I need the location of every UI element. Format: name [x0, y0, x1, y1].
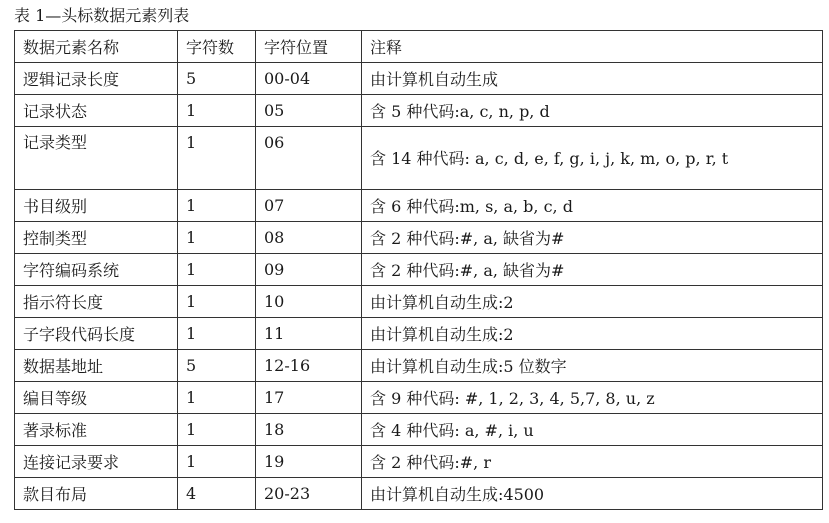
notes-cell: 含 6 种代码:m, s, a, b, c, d: [362, 190, 823, 222]
notes-cell: 由计算机自动生成: [362, 63, 823, 95]
char-position-cell: 17: [256, 382, 362, 414]
notes-cell: 含 4 种代码: a, #, i, u: [362, 414, 823, 446]
leader-elements-table: [14, 30, 823, 510]
char-position-cell: 00-04: [256, 63, 362, 95]
element-name-cell: 著录标准: [15, 414, 178, 446]
notes-cell: 由计算机自动生成:2: [362, 286, 823, 318]
element-name-cell: 连接记录要求: [15, 446, 178, 478]
element-name-cell: 款目布局: [15, 478, 178, 510]
notes-cell: 含 2 种代码:#, a, 缺省为#: [362, 222, 823, 254]
table-row: [15, 95, 823, 127]
element-name-cell: 子字段代码长度: [15, 318, 178, 350]
table-caption: 表 1—头标数据元素列表: [14, 6, 190, 25]
table-row: [15, 127, 823, 190]
char-count-cell: 5: [178, 350, 256, 382]
element-name-cell: 编目等级: [15, 382, 178, 414]
element-name-cell: 指示符长度: [15, 286, 178, 318]
char-position-cell: 12-16: [256, 350, 362, 382]
notes-cell: 含 2 种代码:#, a, 缺省为#: [362, 254, 823, 286]
char-position-cell: 20-23: [256, 478, 362, 510]
table-row: [15, 446, 823, 478]
table-row: [15, 350, 823, 382]
char-position-cell: 08: [256, 222, 362, 254]
notes-cell: 由计算机自动生成:5 位数字: [362, 350, 823, 382]
element-name-cell: 字符编码系统: [15, 254, 178, 286]
char-position-cell: 06: [256, 127, 362, 190]
table-row: [15, 478, 823, 510]
header-notes: 注释: [362, 31, 823, 63]
element-name-cell: 控制类型: [15, 222, 178, 254]
notes-cell: 由计算机自动生成:4500: [362, 478, 823, 510]
table-row: [15, 222, 823, 254]
char-count-cell: 5: [178, 63, 256, 95]
char-position-cell: 19: [256, 446, 362, 478]
notes-cell: 含 2 种代码:#, r: [362, 446, 823, 478]
char-count-cell: 1: [178, 127, 256, 190]
header-char-count: 字符数: [178, 31, 256, 63]
table-row: [15, 254, 823, 286]
char-position-cell: 11: [256, 318, 362, 350]
notes-cell: 含 5 种代码:a, c, n, p, d: [362, 95, 823, 127]
notes-cell: 由计算机自动生成:2: [362, 318, 823, 350]
table-row: [15, 318, 823, 350]
element-name-cell: 书目级别: [15, 190, 178, 222]
header-char-position: 字符位置: [256, 31, 362, 63]
table-row: [15, 286, 823, 318]
char-position-cell: 10: [256, 286, 362, 318]
header-element-name: 数据元素名称: [15, 31, 178, 63]
char-count-cell: 1: [178, 254, 256, 286]
char-count-cell: 1: [178, 286, 256, 318]
table-header-row: [15, 31, 823, 63]
char-position-cell: 18: [256, 414, 362, 446]
table-row: [15, 414, 823, 446]
char-position-cell: 07: [256, 190, 362, 222]
char-count-cell: 1: [178, 414, 256, 446]
table-row: [15, 63, 823, 95]
char-position-cell: 05: [256, 95, 362, 127]
char-count-cell: 1: [178, 95, 256, 127]
char-position-cell: 09: [256, 254, 362, 286]
element-name-cell: 逻辑记录长度: [15, 63, 178, 95]
element-name-cell: 记录类型: [15, 127, 178, 190]
table-row: [15, 382, 823, 414]
element-name-cell: 数据基地址: [15, 350, 178, 382]
table-row: [15, 190, 823, 222]
notes-cell: 含 14 种代码: a, c, d, e, f, g, i, j, k, m, o, p, r, t: [362, 127, 823, 190]
char-count-cell: 1: [178, 446, 256, 478]
char-count-cell: 1: [178, 382, 256, 414]
char-count-cell: 4: [178, 478, 256, 510]
char-count-cell: 1: [178, 190, 256, 222]
element-name-cell: 记录状态: [15, 95, 178, 127]
char-count-cell: 1: [178, 222, 256, 254]
notes-cell: 含 9 种代码: #, 1, 2, 3, 4, 5,7, 8, u, z: [362, 382, 823, 414]
char-count-cell: 1: [178, 318, 256, 350]
